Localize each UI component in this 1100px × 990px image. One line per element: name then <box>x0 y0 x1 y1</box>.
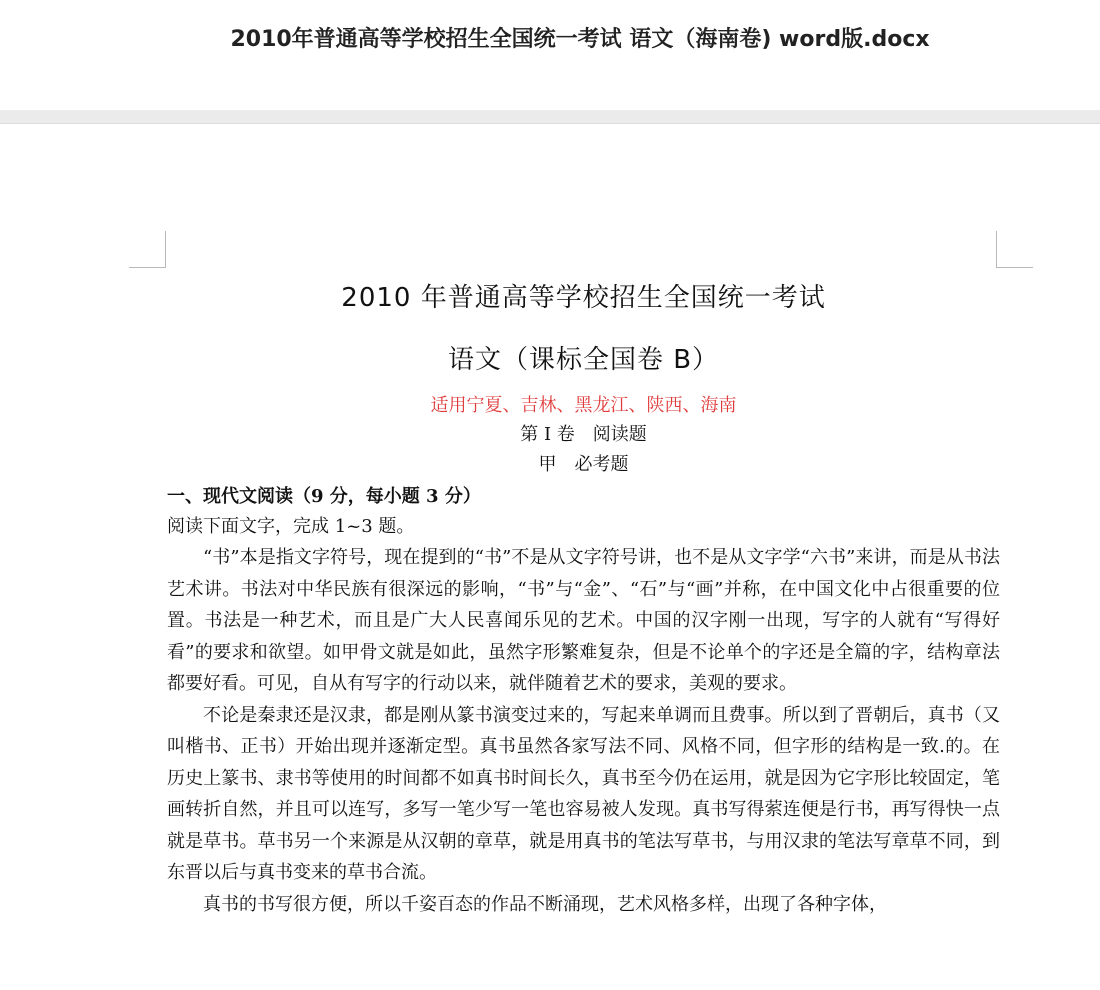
reading-instruction: 阅读下面文字，完成 1~3 题。 <box>167 516 415 537</box>
exam-title: 2010 年普通高等学校招生全国统一考试 <box>341 283 826 313</box>
viewer-top-divider <box>0 110 1100 124</box>
window-title-bar <box>0 0 1100 110</box>
volume-heading: 第 I 卷 阅读题 <box>520 424 647 445</box>
document-page <box>167 278 1000 920</box>
applicable-regions: 适用宁夏、吉林、黑龙江、陕西、海南 <box>430 395 737 416</box>
body-paragraph: “书”本是指文字符号，现在提到的“书”不是从文字符号讲，也不是从文字学“六书”来讲，而是从书法艺术讲。书法对中华民族有很深远的影响，“书”与“金”、“石”与“画”并称，在中国文化中占很重要的位置。书法是一种艺术，而且是广大人民喜闻乐见的艺术。中国的汉字刚一出现，写字的人就有“写得好看”的要求和欲望。如甲骨文就是如此，虽然字形繁难复杂，但是不论单个的字还是全篇的字，结构章法都要好看。可见，自从有写字的行动以来，就伴随着艺术的要求，美观的要求。 <box>167 547 1000 694</box>
exam-subtitle: 语文（课标全国卷 B） <box>447 345 720 375</box>
document-filename: 2010年普通高等学校招生全国统一考试 语文（海南卷) word版.docx <box>230 27 930 52</box>
page-margin-corner-top-left <box>129 231 166 268</box>
part-heading: 甲 必考题 <box>538 454 629 475</box>
body-paragraph: 不论是秦隶还是汉隶，都是刚从篆书演变过来的，写起来单调而且费事。所以到了晋朝后，真书（又叫楷书、正书）开始出现并逐渐定型。真书虽然各家写法不同、风格不同，但字形的结构是一致.的。在历史上篆书、隶书等使用的时间都不如真书时间长久，真书至今仍在运用，就是因为它字形比较固定，笔画转折自然，并且可以连写，多写一笔少写一笔也容易被人发现。真书写得萦连便是行书，再写得快一点就是草书。草书另一个来源是从汉朝的章草，就是用真书的笔法写草书，与用汉隶的笔法写章草不同，到东晋以后与真书变来的草书合流。 <box>167 704 1000 883</box>
section-heading: 一、现代文阅读（9 分，每小题 3 分） <box>167 486 481 507</box>
body-paragraph: 真书的书写很方便，所以千姿百态的作品不断涌现，艺术风格多样，出现了各种字体， <box>203 893 887 915</box>
page-margin-corner-top-right <box>996 231 1033 268</box>
